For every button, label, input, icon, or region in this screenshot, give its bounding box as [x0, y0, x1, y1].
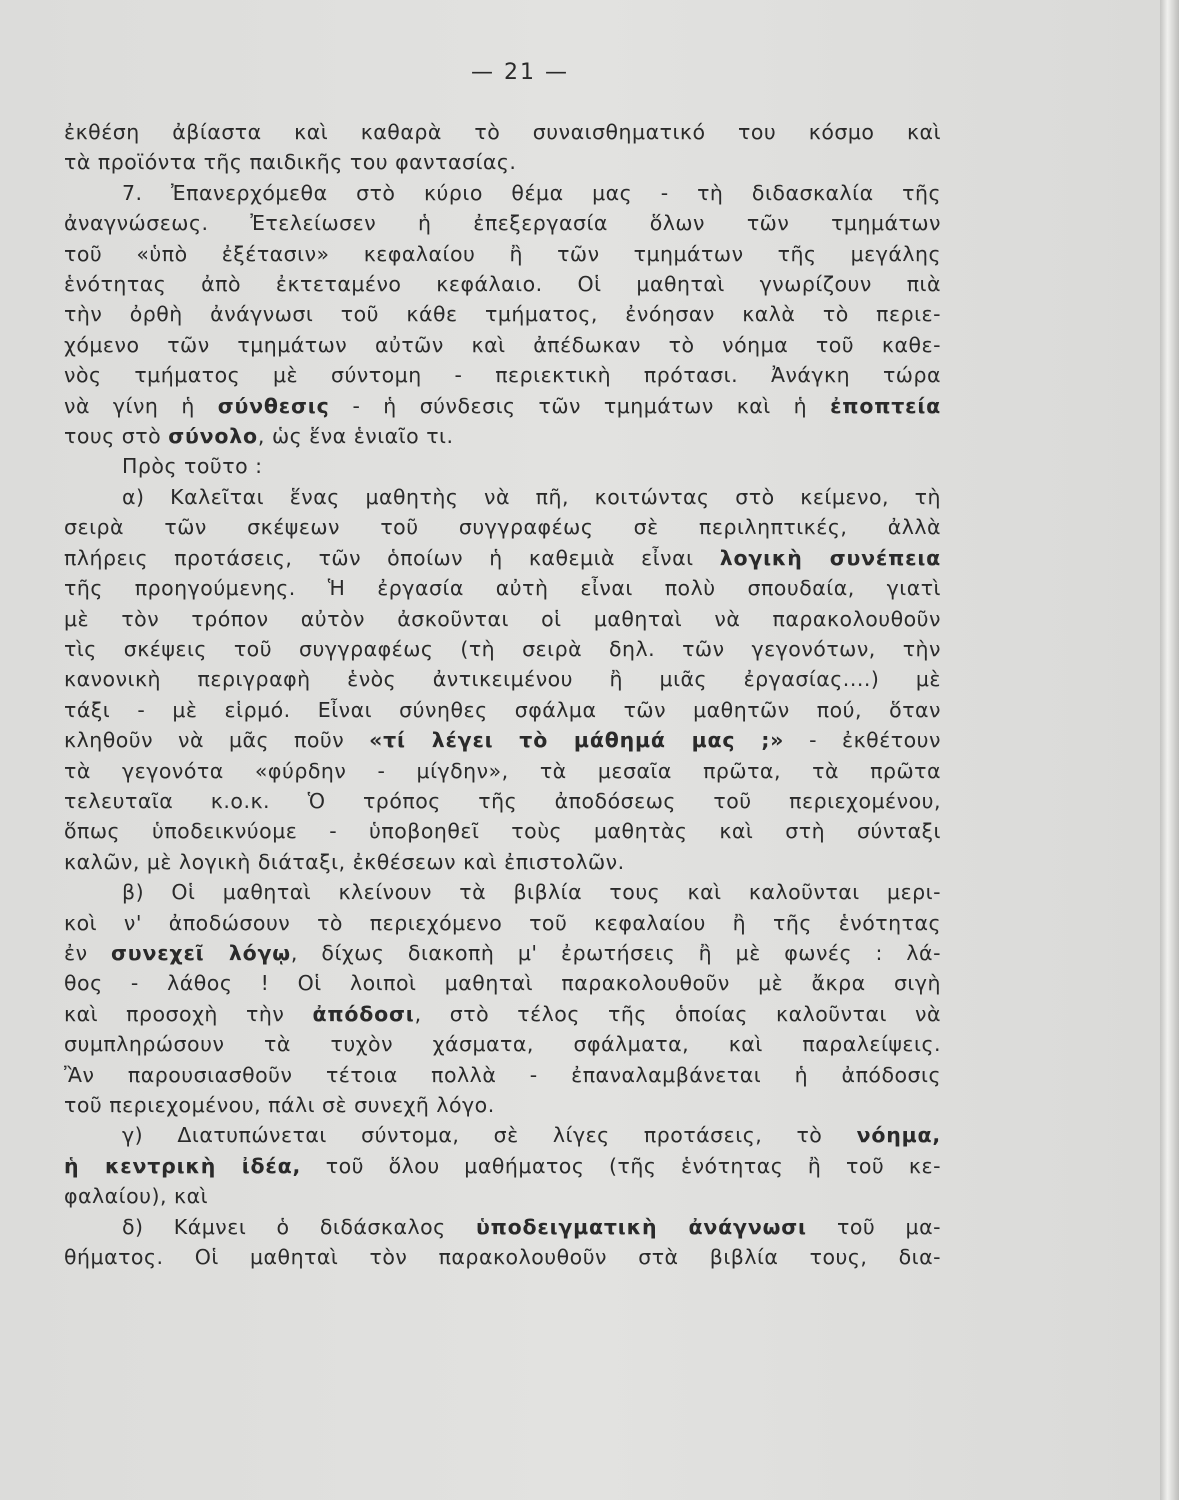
bold-phrase: ἡ κεντρικὴ ἰδέα,: [64, 1153, 302, 1178]
text-segment: ἀναγνώσεως. Ἐτελείωσεν ἡ ἐπεξεργασία ὅλων τῶν τμημάτων: [64, 211, 941, 236]
text-segment: δ) Κάμνει ὁ διδάσκαλος: [122, 1214, 476, 1239]
text-segment: τους στὸ: [64, 424, 169, 449]
text-line: [64, 1242, 941, 1272]
text-segment: πλήρεις προτάσεις, τῶν ὁποίων ἡ καθεμιὰ εἶναι: [64, 545, 720, 570]
text-line: [64, 1090, 941, 1120]
text-line: [64, 877, 941, 907]
paragraph: [64, 1212, 941, 1273]
text-line: [64, 421, 941, 451]
text-segment: κοὶ ν' ἀποδώσουν τὸ περιεχόμενο τοῦ κεφαλαίου ἢ τῆς ἑνότητας: [64, 910, 941, 935]
text-segment: , δίχως διακοπὴ μ' ἐρωτήσεις ἢ μὲ φωνές : λά-: [290, 940, 941, 965]
paragraph: [64, 1120, 941, 1211]
text-line: [64, 543, 941, 573]
paragraph: [64, 117, 941, 178]
text-segment: ἐκθέση ἀβίαστα καὶ καθαρὰ τὸ συναισθηματικό του κόσμο καὶ: [64, 120, 941, 144]
text-segment: θήματος. Οἱ μαθηταὶ τὸν παρακολουθοῦν στὰ βιβλία τους, δια-: [64, 1245, 941, 1270]
text-line: [64, 756, 941, 786]
text-line: [64, 147, 941, 177]
text-segment: τοῦ «ὑπὸ ἐξέτασιν» κεφαλαίου ἢ τῶν τμημάτων τῆς μεγάλης: [64, 241, 941, 266]
text-segment: θος - λάθος ! Οἱ λοιποὶ μαθηταὶ παρακολουθοῦν μὲ ἄκρα σιγὴ: [64, 971, 941, 996]
text-line: [64, 451, 941, 481]
text-segment: τὶς σκέψεις τοῦ συγγραφέως (τὴ σειρὰ δηλ. τῶν γεγονότων, τὴν: [64, 636, 941, 661]
text-segment: τὰ προϊόντα τῆς παιδικῆς του φαντασίας.: [64, 150, 517, 175]
text-line: [64, 117, 941, 147]
text-line: [64, 573, 941, 603]
bold-phrase: συνεχεῖ λόγῳ: [111, 940, 291, 965]
text-line: [64, 1181, 941, 1211]
page-number: — 21 —: [471, 60, 569, 85]
text-line: [64, 725, 941, 755]
text-line: [64, 938, 941, 968]
paragraph: [64, 482, 941, 877]
text-line: [64, 482, 941, 512]
text-line: [64, 1120, 941, 1150]
text-line: [64, 178, 941, 208]
paragraph: [64, 178, 941, 452]
text-segment: τάξι - μὲ εἱρμό. Εἶναι σύνηθες σφάλμα τῶν μαθητῶν πού, ὅταν: [64, 697, 941, 722]
text-line: [64, 1212, 941, 1242]
text-line: [64, 847, 941, 877]
text-line: [64, 239, 941, 269]
text-line: [64, 634, 941, 664]
text-segment: τελευταῖα κ.ο.κ. Ὁ τρόπος τῆς ἀποδόσεως τοῦ περιεχομένου,: [64, 788, 941, 813]
text-segment: καλῶν, μὲ λογικὴ διάταξι, ἐκθέσεων καὶ ἐπιστολῶν.: [64, 849, 625, 874]
bold-phrase: λογικὴ συνέπεια: [719, 545, 941, 570]
text-segment: τὰ γεγονότα «φύρδην - μίγδην», τὰ μεσαῖα πρῶτα, τὰ πρῶτα: [64, 758, 941, 783]
text-line: [64, 391, 941, 421]
text-line: [64, 786, 941, 816]
text-line: [64, 664, 941, 694]
paragraph: [64, 877, 941, 1120]
text-segment: - ἡ σύνδεσις τῶν τμημάτων καὶ ἡ: [329, 393, 831, 418]
text-segment: ὅπως ὑποδεικνύομε - ὑποβοηθεῖ τοὺς μαθητὰς καὶ στὴ σύνταξι: [64, 819, 941, 844]
text-line: [64, 908, 941, 938]
text-segment: Ἂν παρουσιασθοῦν τέτοια πολλὰ - ἐπαναλαμβάνεται ἡ ἀπόδοσις: [64, 1062, 941, 1087]
text-segment: σειρὰ τῶν σκέψεων τοῦ συγγραφέως σὲ περιληπτικές, ἀλλὰ: [64, 515, 941, 540]
text-line: [64, 604, 941, 634]
text-segment: α) Καλεῖται ἕνας μαθητὴς νὰ πῆ, κοιτώντας στὸ κείμενο, τὴ: [122, 484, 941, 509]
text-segment: μὲ τὸν τρόπον αὐτὸν ἀσκοῦνται οἱ μαθηταὶ νὰ παρακολουθοῦν: [64, 606, 941, 631]
text-line: [64, 1029, 941, 1059]
text-segment: γ) Διατυπώνεται σύντομα, σὲ λίγες προτάσεις, τὸ: [122, 1123, 857, 1148]
text-segment: τοῦ ὅλου μαθήματος (τῆς ἑνότητας ἢ τοῦ κε-: [301, 1153, 941, 1178]
text-line: [64, 695, 941, 725]
text-segment: , στὸ τέλος τῆς ὁποίας καλοῦνται νὰ: [414, 1001, 942, 1026]
bold-phrase: «τί λέγει τὸ μάθημά μας ;»: [369, 728, 785, 753]
body-text: [64, 117, 941, 1272]
text-line: [64, 999, 941, 1029]
bold-phrase: ἀπόδοσι: [312, 1001, 415, 1026]
text-line: [64, 1151, 941, 1181]
text-line: [64, 269, 941, 299]
text-segment: ἑνότητας ἀπὸ ἐκτεταμένο κεφάλαιο. Οἱ μαθηταὶ γνωρίζουν πιὰ: [64, 272, 941, 297]
text-line: [64, 330, 941, 360]
text-segment: καὶ προσοχὴ τὴν: [64, 1001, 313, 1026]
bold-phrase: νόημα,: [856, 1123, 941, 1148]
text-line: [64, 816, 941, 846]
text-segment: συμπληρώσουν τὰ τυχὸν χάσματα, σφάλματα, καὶ παραλείψεις.: [64, 1032, 941, 1057]
paragraph: [64, 451, 941, 481]
text-segment: 7. Ἐπανερχόμεθα στὸ κύριο θέμα μας - τὴ διδασκαλία τῆς: [122, 180, 941, 205]
text-segment: κανονικὴ περιγραφὴ ἑνὸς ἀντικειμένου ἢ μιᾶς ἐργασίας....) μὲ: [64, 667, 941, 692]
text-segment: β) Οἱ μαθηταὶ κλείνουν τὰ βιβλία τους καὶ καλοῦνται μερι-: [122, 880, 941, 905]
text-segment: ἐν: [64, 940, 112, 965]
text-line: [64, 360, 941, 390]
text-segment: τοῦ μα-: [806, 1214, 941, 1239]
text-segment: τὴν ὀρθὴ ἀνάγνωσι τοῦ κάθε τμήματος, ἐνόησαν καλὰ τὸ περιε-: [64, 302, 941, 327]
bold-phrase: σύνολο: [168, 424, 258, 449]
text-segment: , ὡς ἕνα ἑνιαῖο τι.: [257, 424, 454, 449]
text-line: [64, 299, 941, 329]
text-segment: - ἐκθέτουν: [784, 728, 941, 753]
bold-phrase: ἐποπτεία: [830, 393, 941, 418]
text-segment: τοῦ περιεχομένου, πάλι σὲ συνεχῆ λόγο.: [64, 1093, 495, 1117]
text-segment: νὸς τμήματος μὲ σύντομη - περιεκτικὴ πρότασι. Ἀνάγκη τώρα: [64, 363, 941, 388]
text-line: [64, 1060, 941, 1090]
text-line: [64, 512, 941, 542]
text-line: [64, 968, 941, 998]
text-segment: φαλαίου), καὶ: [64, 1184, 209, 1209]
text-line: [64, 208, 941, 238]
bold-phrase: σύνθεσις: [217, 393, 330, 418]
text-segment: κληθοῦν νὰ μᾶς ποῦν: [64, 728, 370, 753]
text-segment: τῆς προηγούμενης. Ἡ ἐργασία αὐτὴ εἶναι πολὺ σπουδαία, γιατὶ: [64, 576, 941, 601]
bold-phrase: ὑποδειγματικὴ ἀνάγνωσι: [475, 1214, 807, 1239]
text-segment: νὰ γίνη ἡ: [64, 393, 218, 418]
text-segment: Πρὸς τοῦτο :: [122, 454, 263, 479]
text-segment: χόμενο τῶν τμημάτων αὐτῶν καὶ ἀπέδωκαν τὸ νόημα τοῦ καθε-: [64, 332, 941, 357]
page-edge: [1160, 0, 1179, 1500]
